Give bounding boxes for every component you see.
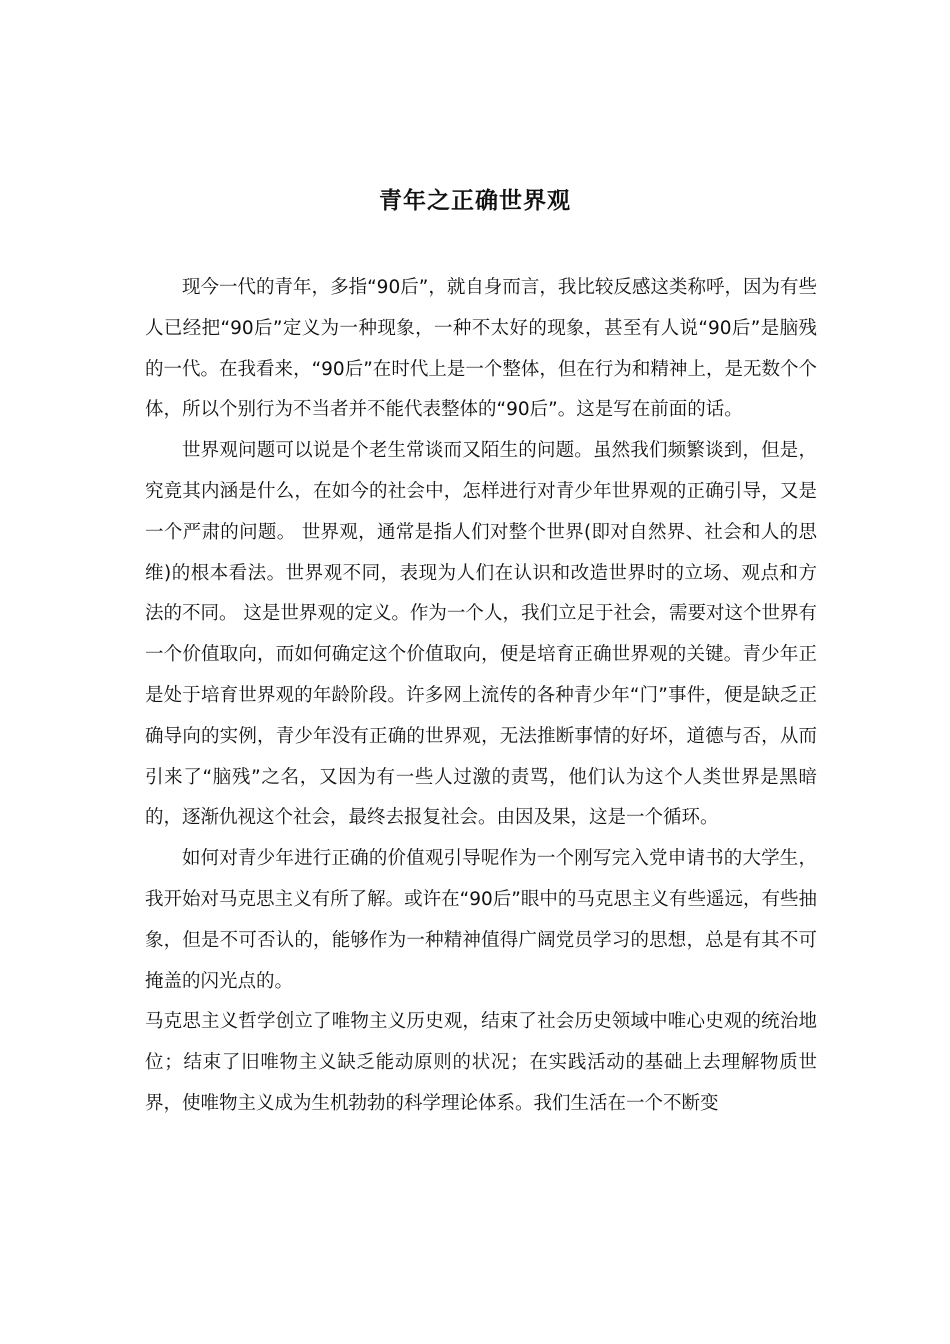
document-body <box>145 268 817 1125</box>
paragraph-1: 现今一代的青年，多指“90后”，就自身而言，我比较反感这类称呼，因为有些人已经把“90后”定义为一种现象，一种不太好的现象，甚至有人说“90后”是脑残的一代。在我看来，“90后”在时代上是一个整体，但在行为和精神上，是无数个个体，所以个别行为不当者并不能代表整体的“90后”。这是写在前面的话。 <box>145 277 817 421</box>
paragraph-3: 如何对青少年进行正确的价值观引导呢作为一个刚写完入党申请书的大学生，我开始对马克思主义有所了解。或许在“90后”眼中的马克思主义有些遥远，有些抽象，但是不可否认的，能够作为一种精神值得广阔党员学习的思想，总是有其不可掩盖的闪光点的。 <box>145 848 817 992</box>
paragraph-2: 世界观问题可以说是个老生常谈而又陌生的问题。虽然我们频繁谈到，但是，究竟其内涵是什么，在如今的社会中，怎样进行对青少年世界观的正确引导，又是一个严肃的问题。 世界观，通常是指人们对整个世界(即对自然界、社会和人的思维)的根本看法。世界观不同，表现为人们在认识和改造世界时的立场、观点和方法的不同。 这是世界观的定义。作为一个人，我们立足于社会，需要对这个世界有一个价值取向，而如何确定这个价值取向，便是培育正确世界观的关键。青少年正是处于培育世界观的年龄阶段。许多网上流传的各种青少年“门”事件，便是缺乏正确导向的实例，青少年没有正确的世界观，无法推断事情的好坏，道德与否，从而引来了“脑残”之名，又因为有一些人过激的责骂，他们认为这个人类世界是黑暗的，逐渐仇视这个社会，最终去报复社会。由因及果，这是一个循环。 <box>145 440 817 829</box>
document-title: 青年之正确世界观 <box>379 188 571 214</box>
paragraph-4: 马克思主义哲学创立了唯物主义历史观，结束了社会历史领域中唯心史观的统治地位；结束了旧唯物主义缺乏能动原则的状况；在实践活动的基础上去理解物质世界，使唯物主义成为生机勃勃的科学理论体系。我们生活在一个不断变 <box>145 1011 817 1114</box>
